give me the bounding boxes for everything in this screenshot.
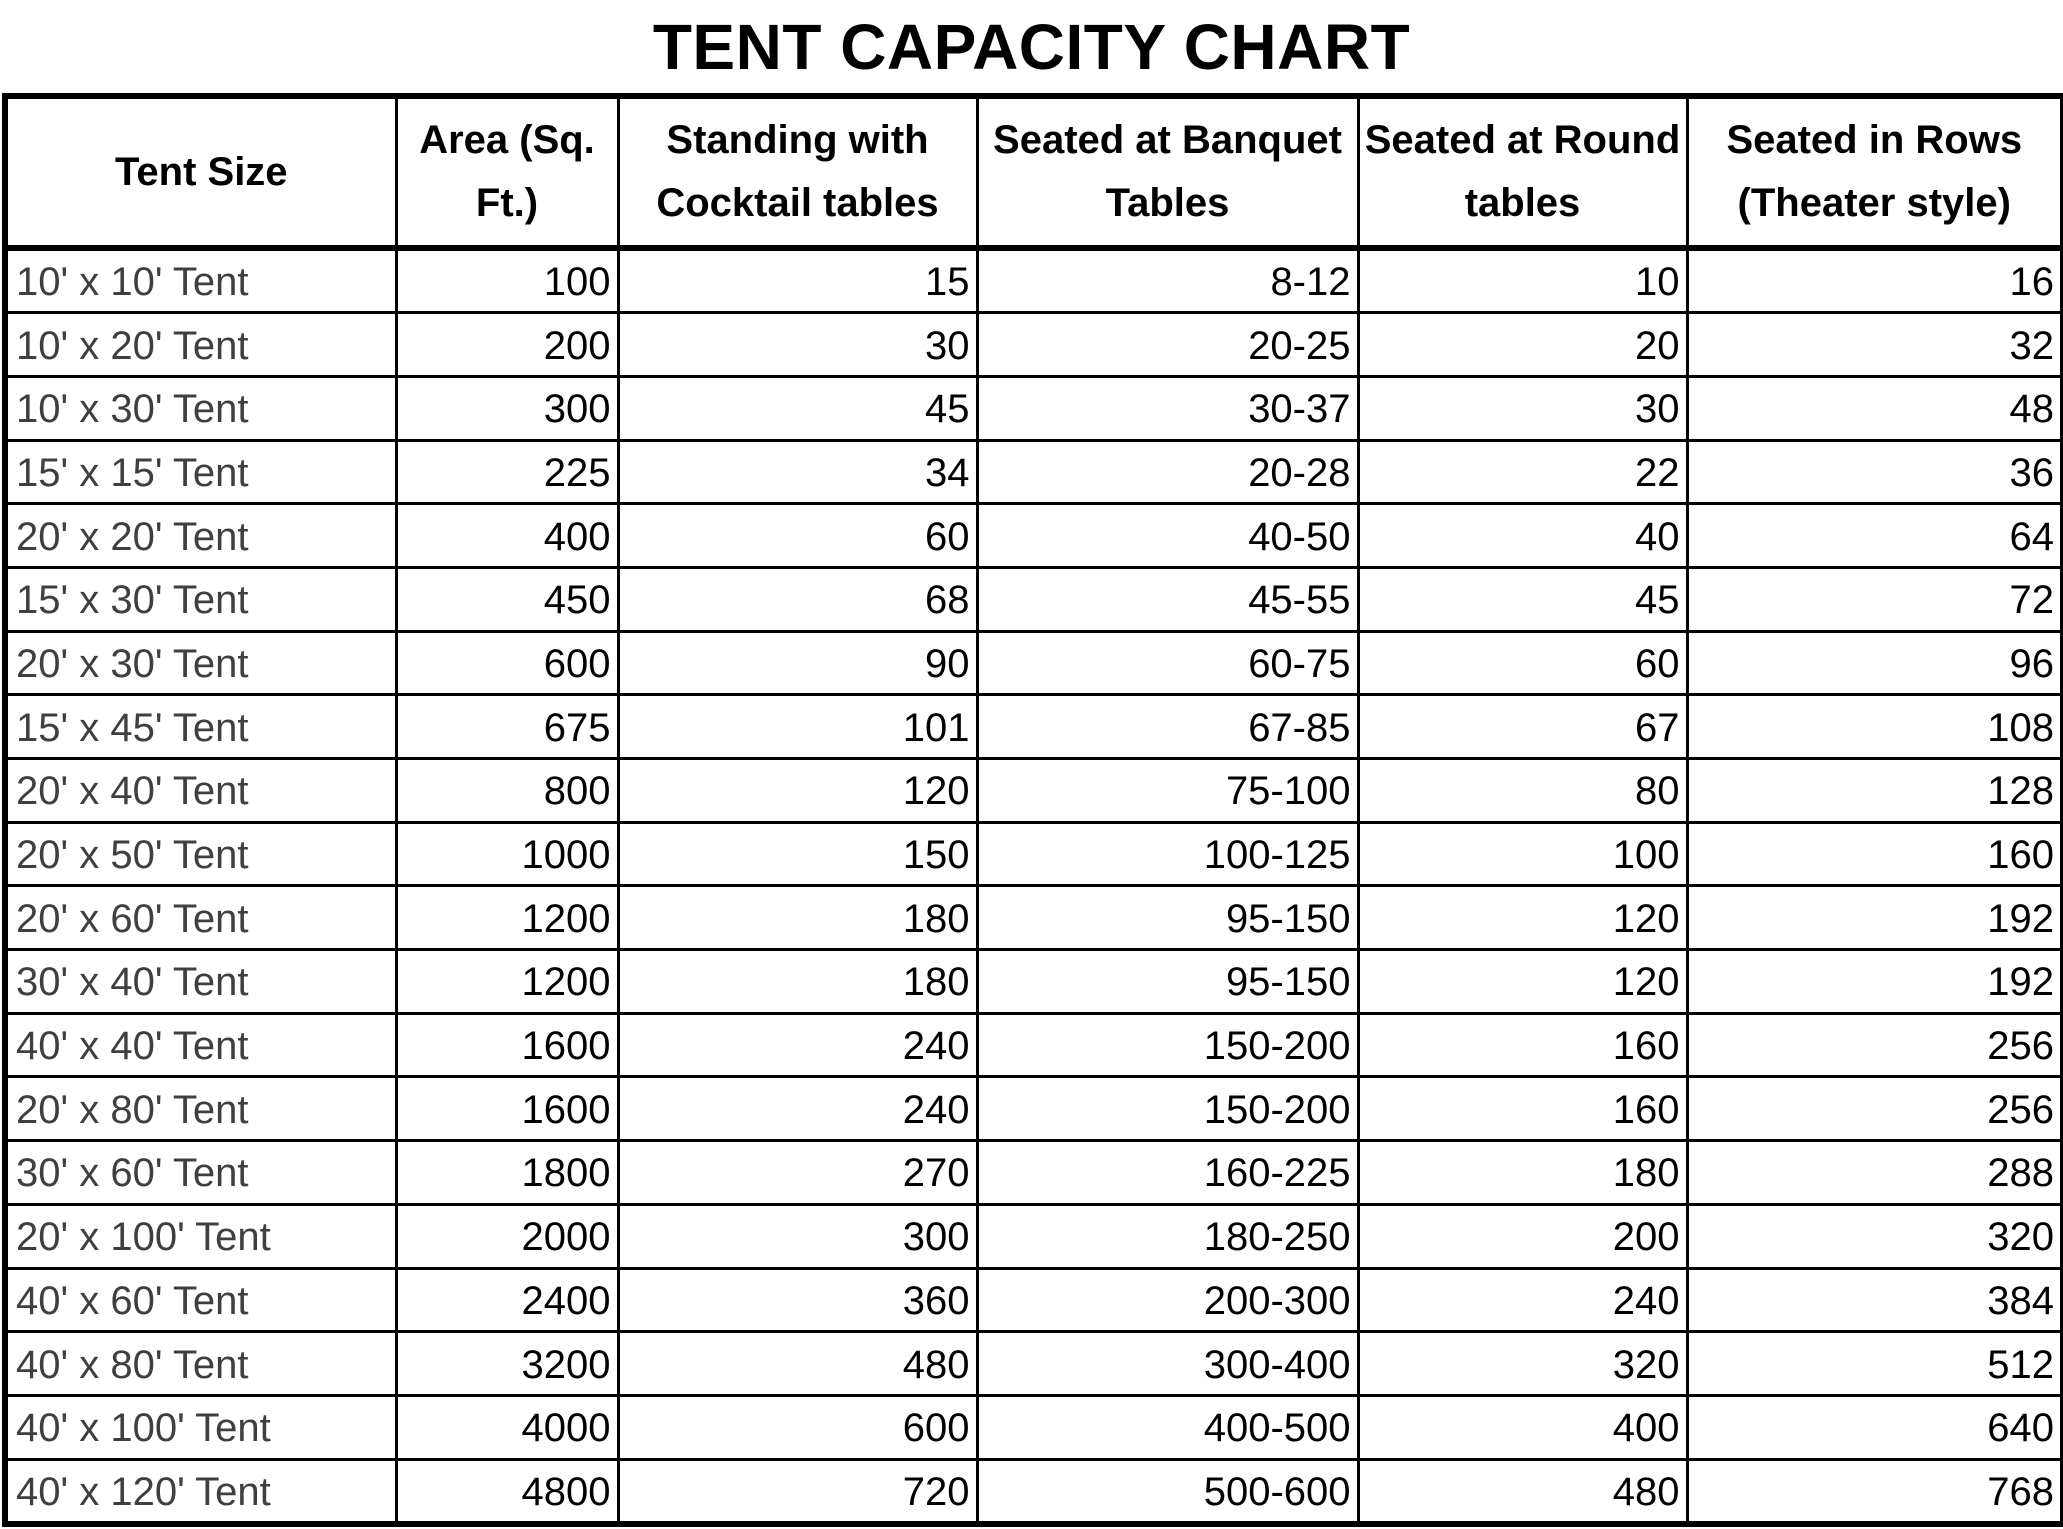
standing-cell: 150 bbox=[618, 822, 977, 886]
table-row bbox=[5, 376, 2063, 440]
table-body bbox=[5, 248, 2063, 1524]
tent-size-cell: 15' x 45' Tent bbox=[5, 695, 396, 759]
banquet-cell: 20-25 bbox=[977, 313, 1358, 377]
tent-size-cell: 10' x 20' Tent bbox=[5, 313, 396, 377]
round-cell: 80 bbox=[1358, 759, 1687, 823]
table-row bbox=[5, 822, 2063, 886]
round-cell: 120 bbox=[1358, 886, 1687, 950]
theater-cell: 384 bbox=[1687, 1268, 2063, 1332]
banquet-cell: 60-75 bbox=[977, 631, 1358, 695]
banquet-cell: 160-225 bbox=[977, 1141, 1358, 1205]
area-cell: 300 bbox=[396, 376, 618, 440]
standing-cell: 30 bbox=[618, 313, 977, 377]
round-cell: 160 bbox=[1358, 1077, 1687, 1141]
theater-cell: 16 bbox=[1687, 248, 2063, 313]
banquet-cell: 200-300 bbox=[977, 1268, 1358, 1332]
banquet-cell: 300-400 bbox=[977, 1332, 1358, 1396]
theater-cell: 192 bbox=[1687, 886, 2063, 950]
theater-cell: 48 bbox=[1687, 376, 2063, 440]
area-cell: 4000 bbox=[396, 1395, 618, 1459]
column-header-area: Area (Sq. Ft.) bbox=[396, 96, 618, 248]
banquet-cell: 75-100 bbox=[977, 759, 1358, 823]
theater-cell: 108 bbox=[1687, 695, 2063, 759]
banquet-cell: 67-85 bbox=[977, 695, 1358, 759]
theater-cell: 64 bbox=[1687, 504, 2063, 568]
round-cell: 160 bbox=[1358, 1013, 1687, 1077]
round-cell: 30 bbox=[1358, 376, 1687, 440]
standing-cell: 240 bbox=[618, 1077, 977, 1141]
standing-cell: 60 bbox=[618, 504, 977, 568]
theater-cell: 512 bbox=[1687, 1332, 2063, 1396]
standing-cell: 300 bbox=[618, 1204, 977, 1268]
banquet-cell: 500-600 bbox=[977, 1459, 1358, 1524]
theater-cell: 128 bbox=[1687, 759, 2063, 823]
banquet-cell: 40-50 bbox=[977, 504, 1358, 568]
area-cell: 200 bbox=[396, 313, 618, 377]
standing-cell: 34 bbox=[618, 440, 977, 504]
area-cell: 3200 bbox=[396, 1332, 618, 1396]
theater-cell: 96 bbox=[1687, 631, 2063, 695]
table-row bbox=[5, 695, 2063, 759]
table-row bbox=[5, 1268, 2063, 1332]
tent-size-cell: 40' x 100' Tent bbox=[5, 1395, 396, 1459]
tent-size-cell: 40' x 60' Tent bbox=[5, 1268, 396, 1332]
standing-cell: 720 bbox=[618, 1459, 977, 1524]
round-cell: 480 bbox=[1358, 1459, 1687, 1524]
area-cell: 675 bbox=[396, 695, 618, 759]
banquet-cell: 30-37 bbox=[977, 376, 1358, 440]
theater-cell: 768 bbox=[1687, 1459, 2063, 1524]
area-cell: 800 bbox=[396, 759, 618, 823]
area-cell: 1200 bbox=[396, 886, 618, 950]
banquet-cell: 95-150 bbox=[977, 886, 1358, 950]
banquet-cell: 8-12 bbox=[977, 248, 1358, 313]
tent-size-cell: 20' x 100' Tent bbox=[5, 1204, 396, 1268]
round-cell: 22 bbox=[1358, 440, 1687, 504]
round-cell: 100 bbox=[1358, 822, 1687, 886]
tent-size-cell: 20' x 60' Tent bbox=[5, 886, 396, 950]
area-cell: 2000 bbox=[396, 1204, 618, 1268]
area-cell: 1200 bbox=[396, 950, 618, 1014]
table-row bbox=[5, 248, 2063, 313]
page-title: TENT CAPACITY CHART bbox=[652, 11, 1411, 83]
table-row bbox=[5, 440, 2063, 504]
tent-size-cell: 20' x 50' Tent bbox=[5, 822, 396, 886]
table-row bbox=[5, 504, 2063, 568]
banquet-cell: 180-250 bbox=[977, 1204, 1358, 1268]
header-row bbox=[5, 96, 2063, 248]
theater-cell: 72 bbox=[1687, 567, 2063, 631]
banquet-cell: 100-125 bbox=[977, 822, 1358, 886]
area-cell: 1000 bbox=[396, 822, 618, 886]
tent-size-cell: 15' x 30' Tent bbox=[5, 567, 396, 631]
standing-cell: 600 bbox=[618, 1395, 977, 1459]
round-cell: 67 bbox=[1358, 695, 1687, 759]
tent-size-cell: 20' x 40' Tent bbox=[5, 759, 396, 823]
banquet-cell: 95-150 bbox=[977, 950, 1358, 1014]
theater-cell: 256 bbox=[1687, 1077, 2063, 1141]
table-row bbox=[5, 1459, 2063, 1524]
column-header-tent-size: Tent Size bbox=[5, 96, 396, 248]
column-header-theater: Seated in Rows (Theater style) bbox=[1687, 96, 2063, 248]
banquet-cell: 45-55 bbox=[977, 567, 1358, 631]
tent-size-cell: 15' x 15' Tent bbox=[5, 440, 396, 504]
standing-cell: 90 bbox=[618, 631, 977, 695]
banquet-cell: 20-28 bbox=[977, 440, 1358, 504]
standing-cell: 360 bbox=[618, 1268, 977, 1332]
table-row bbox=[5, 567, 2063, 631]
standing-cell: 480 bbox=[618, 1332, 977, 1396]
tent-size-cell: 40' x 120' Tent bbox=[5, 1459, 396, 1524]
theater-cell: 256 bbox=[1687, 1013, 2063, 1077]
tent-size-cell: 30' x 40' Tent bbox=[5, 950, 396, 1014]
area-cell: 2400 bbox=[396, 1268, 618, 1332]
standing-cell: 240 bbox=[618, 1013, 977, 1077]
area-cell: 225 bbox=[396, 440, 618, 504]
table-row bbox=[5, 950, 2063, 1014]
table-row bbox=[5, 1013, 2063, 1077]
standing-cell: 101 bbox=[618, 695, 977, 759]
column-header-banquet: Seated at Banquet Tables bbox=[977, 96, 1358, 248]
table-row bbox=[5, 1141, 2063, 1205]
round-cell: 400 bbox=[1358, 1395, 1687, 1459]
table-row bbox=[5, 1395, 2063, 1459]
tent-size-cell: 10' x 10' Tent bbox=[5, 248, 396, 313]
area-cell: 450 bbox=[396, 567, 618, 631]
column-header-round: Seated at Round tables bbox=[1358, 96, 1687, 248]
round-cell: 10 bbox=[1358, 248, 1687, 313]
tent-size-cell: 20' x 80' Tent bbox=[5, 1077, 396, 1141]
table-row bbox=[5, 759, 2063, 823]
round-cell: 40 bbox=[1358, 504, 1687, 568]
theater-cell: 32 bbox=[1687, 313, 2063, 377]
theater-cell: 288 bbox=[1687, 1141, 2063, 1205]
table-row bbox=[5, 1077, 2063, 1141]
standing-cell: 68 bbox=[618, 567, 977, 631]
table-row bbox=[5, 631, 2063, 695]
theater-cell: 640 bbox=[1687, 1395, 2063, 1459]
tent-size-cell: 10' x 30' Tent bbox=[5, 376, 396, 440]
standing-cell: 180 bbox=[618, 886, 977, 950]
theater-cell: 36 bbox=[1687, 440, 2063, 504]
banquet-cell: 400-500 bbox=[977, 1395, 1358, 1459]
round-cell: 45 bbox=[1358, 567, 1687, 631]
area-cell: 600 bbox=[396, 631, 618, 695]
tent-capacity-table bbox=[2, 93, 2063, 1527]
table-row bbox=[5, 313, 2063, 377]
round-cell: 20 bbox=[1358, 313, 1687, 377]
standing-cell: 180 bbox=[618, 950, 977, 1014]
tent-size-cell: 40' x 40' Tent bbox=[5, 1013, 396, 1077]
area-cell: 100 bbox=[396, 248, 618, 313]
tent-size-cell: 30' x 60' Tent bbox=[5, 1141, 396, 1205]
round-cell: 60 bbox=[1358, 631, 1687, 695]
standing-cell: 15 bbox=[618, 248, 977, 313]
area-cell: 1600 bbox=[396, 1077, 618, 1141]
standing-cell: 120 bbox=[618, 759, 977, 823]
round-cell: 120 bbox=[1358, 950, 1687, 1014]
area-cell: 1800 bbox=[396, 1141, 618, 1205]
theater-cell: 320 bbox=[1687, 1204, 2063, 1268]
banquet-cell: 150-200 bbox=[977, 1013, 1358, 1077]
area-cell: 1600 bbox=[396, 1013, 618, 1077]
table-row bbox=[5, 886, 2063, 950]
column-header-standing: Standing with Cocktail tables bbox=[618, 96, 977, 248]
round-cell: 200 bbox=[1358, 1204, 1687, 1268]
standing-cell: 270 bbox=[618, 1141, 977, 1205]
round-cell: 320 bbox=[1358, 1332, 1687, 1396]
tent-size-cell: 40' x 80' Tent bbox=[5, 1332, 396, 1396]
standing-cell: 45 bbox=[618, 376, 977, 440]
area-cell: 400 bbox=[396, 504, 618, 568]
tent-size-cell: 20' x 20' Tent bbox=[5, 504, 396, 568]
banquet-cell: 150-200 bbox=[977, 1077, 1358, 1141]
table-row bbox=[5, 1332, 2063, 1396]
table-row bbox=[5, 1204, 2063, 1268]
round-cell: 240 bbox=[1358, 1268, 1687, 1332]
round-cell: 180 bbox=[1358, 1141, 1687, 1205]
theater-cell: 192 bbox=[1687, 950, 2063, 1014]
area-cell: 4800 bbox=[396, 1459, 618, 1524]
theater-cell: 160 bbox=[1687, 822, 2063, 886]
tent-size-cell: 20' x 30' Tent bbox=[5, 631, 396, 695]
